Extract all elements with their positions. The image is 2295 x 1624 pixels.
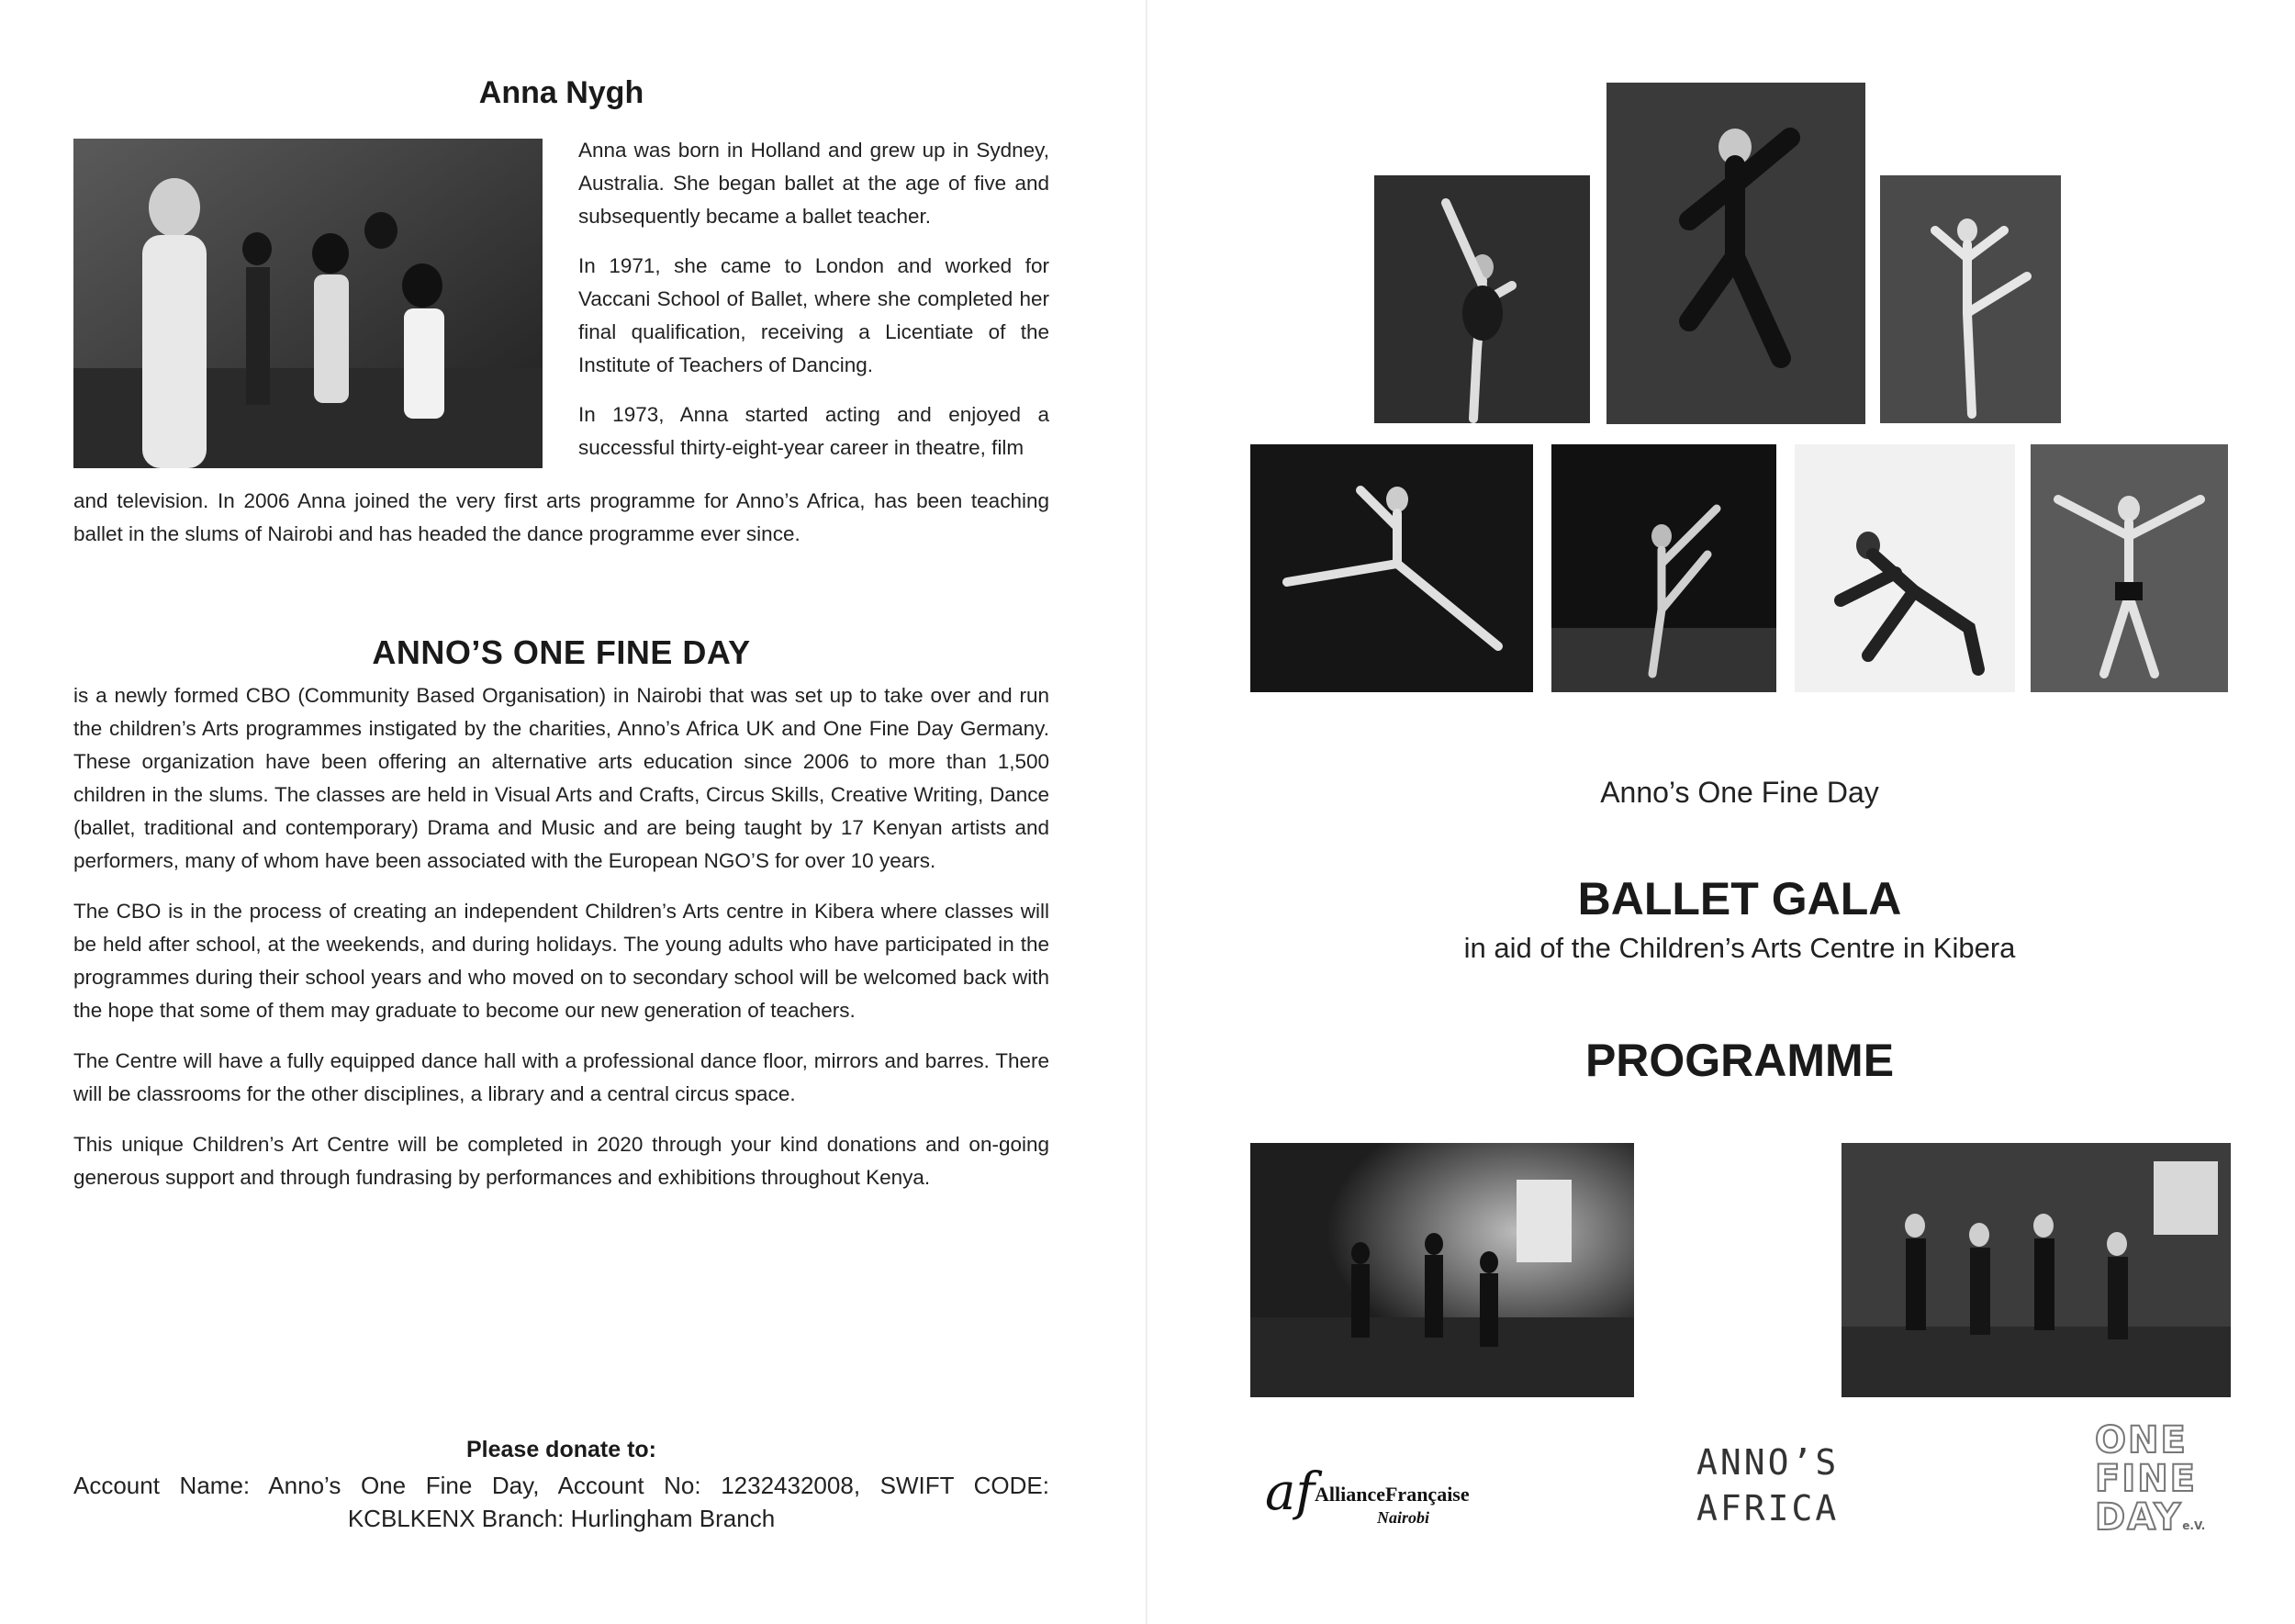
dancer-photo	[1551, 444, 1776, 692]
bio-paragraph: Anna was born in Holland and grew up in Sydney, Australia. She began ballet at the age of five and subsequently became a ballet teacher.	[578, 139, 1049, 228]
dancer-photo	[1606, 83, 1865, 424]
ofd-logo-line: FINE	[2095, 1458, 2198, 1500]
bio-paragraph: In 1971, she came to London and worked for Vaccani School of Ballet, where she completed her final qualification, receiving a Licentiate of the Institute of Teachers of Dancing.	[578, 254, 1049, 376]
bio-text	[578, 134, 1049, 481]
donate-heading: Please donate to:	[466, 1437, 656, 1462]
alliance-francaise-logo-mark: af	[1265, 1462, 1315, 1522]
class-photo	[1250, 1143, 1634, 1397]
dancer-photo	[1374, 175, 1590, 423]
programme-heading: PROGRAMME	[1584, 1035, 1895, 1086]
dancer-photo	[2031, 444, 2228, 692]
alliance-francaise-city: Nairobi	[1377, 1508, 1430, 1527]
ofd-logo-suffix: e.V.	[2182, 1519, 2206, 1532]
teacher-photo	[73, 139, 543, 468]
annos-logo-line: ANNO’S	[1696, 1442, 1840, 1483]
org-paragraph: This unique Children’s Art Centre will be completed in 2020 through your kind donations and on-going generous support and through fundrasing by performances and exhibitions throughout Kenya.	[73, 1133, 1049, 1189]
dancer-photo	[1795, 444, 2015, 692]
ofd-logo-line	[2095, 1496, 2206, 1545]
org-paragraph: is a newly formed CBO (Community Based Organisation) in Nairobi that was set up to take over and run the children’s Arts programmes instigated by the charities, Anno’s Africa UK and One Fine Day Germany. These organization have been offering an alternative arts education since 2006 to more than 1,500 children in the slums. The classes are held in Visual Arts and Crafts, Circus Skills, Creative Writing, Dance (ballet, traditional and contemporary) Drama and Music and are being taught by 17 Kenyan artists and performers, many of whom have been associated with the European NGO’S for over 10 years.	[73, 684, 1049, 872]
annos-logo-line: AFRICA	[1696, 1488, 1840, 1529]
one-fine-day-logo	[2095, 1419, 2206, 1545]
event-subtitle: in aid of the Children’s Arts Centre in Kibera	[1463, 932, 2016, 964]
alliance-francaise-name: AllianceFrançaise	[1315, 1483, 1470, 1506]
org-text	[73, 679, 1049, 1212]
org-paragraph: The CBO is in the process of creating an independent Children’s Arts centre in Kibera where classes will be held after school, at the weekends, and during holidays. The young adults who have participated in the programmes during their school years and who moved on to secondary school will be welcomed back with the hope that some of them may graduate to become our new generation of teachers.	[73, 900, 1049, 1022]
event-title: BALLET GALA	[1577, 873, 1902, 924]
dancer-photo	[1880, 175, 2061, 423]
bio-continuation: and television. In 2006 Anna joined the very first arts programme for Anno’s Africa, has been teaching ballet in the slums of Nairobi and has headed the dance programme ever since.	[73, 489, 1049, 545]
ofd-logo-word: DAY	[2095, 1496, 2183, 1539]
bio-title: Anna Nygh	[478, 75, 644, 110]
ofd-logo-line: ONE	[2095, 1419, 2188, 1462]
bio-paragraph: In 1973, Anna started acting and enjoyed a successful thirty-eight-year career in theatre, film	[578, 403, 1049, 459]
dancer-photo	[1250, 444, 1533, 692]
annos-africa-logo	[1696, 1439, 1843, 1531]
page-fold	[1146, 0, 1148, 1624]
donate-details: Account Name: Anno’s One Fine Day, Account No: 1232432008, SWIFT CODE: KCBLKENX Branch: Hurlingham Branch	[73, 1472, 1049, 1532]
org-title: ANNO’S ONE FINE DAY	[372, 633, 751, 671]
class-photo	[1842, 1143, 2231, 1397]
org-paragraph: The Centre will have a fully equipped dance hall with a professional dance floor, mirrors and barres. There will be classrooms for the other disciplines, a library and a central circus space.	[73, 1049, 1049, 1105]
org-name: Anno’s One Fine Day	[1600, 776, 1879, 809]
